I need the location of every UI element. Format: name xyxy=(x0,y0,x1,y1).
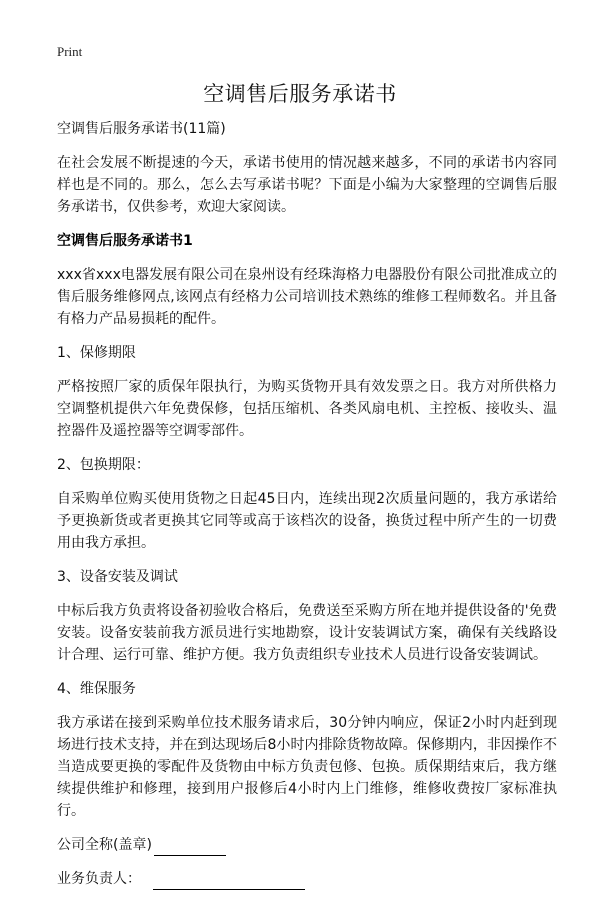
business-owner-label: 业务负责人： xyxy=(57,871,141,887)
owner-signature-line xyxy=(57,868,557,890)
item-heading-replacement: 2、包换期限： xyxy=(57,457,150,473)
item-body-maintenance: 我方承诺在接到采购单位技术服务请求后，30分钟内响应，保证2小时内赶到现场进行技术支持，并在到达现场后8小时内排除货物故障。保修期内，非因操作不当造成要更换的零配件及货物由中标方负责包修、包换。质保期结束后，我方继续提供维护和修理，接到用户报修后4小时内上门维修，维修收费按厂家标准执行。 xyxy=(57,715,557,819)
item-heading-warranty: 1、保修期限 xyxy=(57,345,136,361)
document-body xyxy=(57,118,557,902)
item-heading-installation: 3、设备安装及调试 xyxy=(57,569,178,585)
section-title: 空调售后服务承诺书1 xyxy=(57,233,193,249)
print-label: Print xyxy=(57,44,83,59)
item-heading-maintenance: 4、维保服务 xyxy=(57,681,136,697)
item-body-installation: 中标后我方负责将设备初验收合格后，免费送至采购方所在地并提供设备的'免费安装。设备安装前我方派员进行实地勘察，设计安装调试方案，确保有关线路设计合理、运行可靠、维护方便。我方负责组织专业技术人员进行设备安装调试。 xyxy=(57,603,557,663)
item-body-replacement: 自采购单位购买使用货物之日起45日内，连续出现2次质量问题的，我方承诺给予更换新货或者更换其它同等或高于该档次的设备，换货过程中所产生的一切费用由我方承担。 xyxy=(57,491,557,551)
document-subtitle: 空调售后服务承诺书(11篇) xyxy=(57,121,226,137)
company-intro-paragraph: xxx省xxx电器发展有限公司在泉州设有经珠海格力电器股份有限公司批准成立的售后服务维修网点,该网点有经格力公司培训技术熟练的维修工程师数名。并且备有格力产品易损耗的配件。 xyxy=(57,267,557,327)
item-body-warranty: 严格按照厂家的质保年限执行，为购买货物开具有效发票之日。我方对所供格力空调整机提供六年免费保修，包括压缩机、各类风扇电机、主控板、接收头、温控器件及遥控器等空调零部件。 xyxy=(57,379,557,439)
company-name-label: 公司全称(盖章) xyxy=(57,837,152,853)
intro-paragraph: 在社会发展不断提速的今天，承诺书使用的情况越来越多，不同的承诺书内容同样也是不同的。那么，怎么去写承诺书呢？下面是小编为大家整理的空调售后服务承诺书，仅供参考，欢迎大家阅读。 xyxy=(57,155,557,215)
document-title: 空调售后服务承诺书 xyxy=(203,82,397,106)
company-signature-line xyxy=(57,834,557,856)
business-owner-blank xyxy=(153,873,305,890)
company-name-blank xyxy=(154,839,226,856)
